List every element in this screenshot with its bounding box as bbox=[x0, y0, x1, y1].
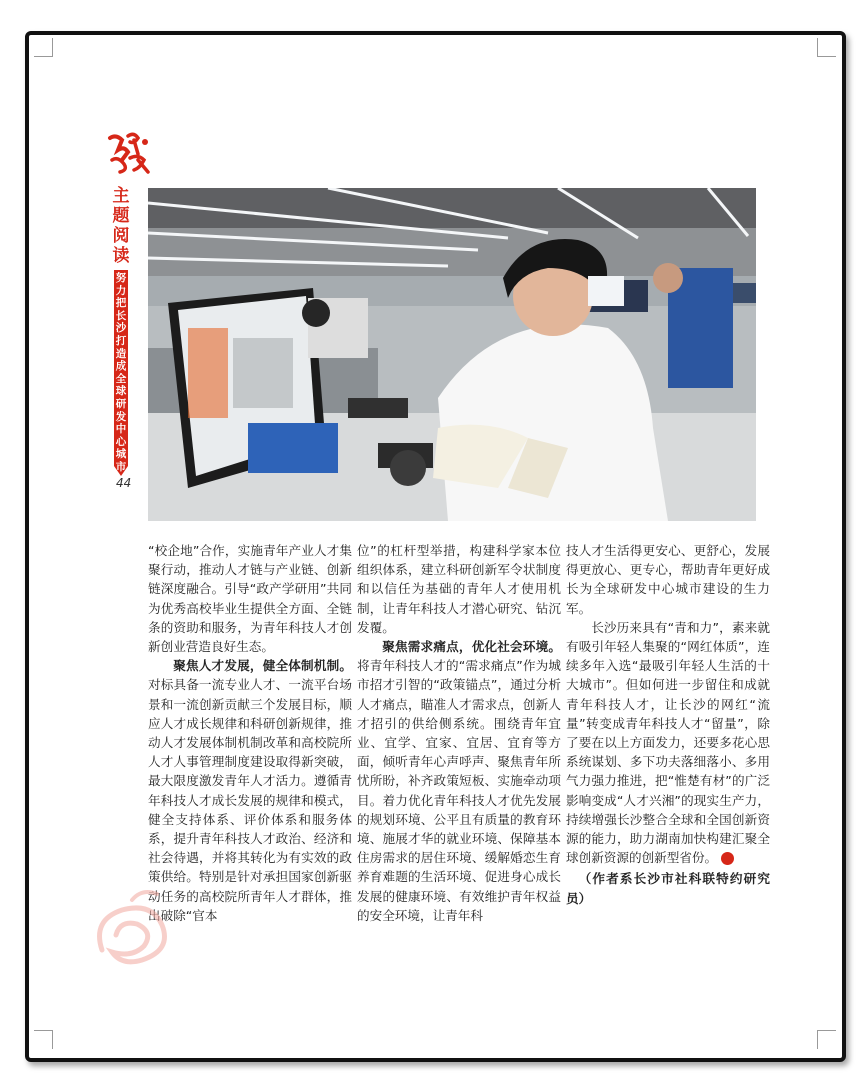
paragraph-body: 长沙历来具有“青和力”，素来就有吸引年轻人集聚的“网红体质”，连续多年入选“最吸引年轻人生活的十大城市”。但如何进一步留住和成就青年科技人才，让长沙的网红“流量”转变成青年科技人才“留量”，除了要在以上方面发力，还要多花心思系统谋划、多下功夫落细落小、多用气力强力推进，把“惟楚有材”的广泛影响变成“人才兴湘”的现实生产力，持续增强长沙整合全球和全国创新资源的能力，助力湖南加快构建汇聚全球创新资源的创新型省份。 bbox=[566, 619, 770, 866]
office-photo bbox=[148, 188, 756, 521]
text-column-2 bbox=[357, 541, 561, 925]
paragraph: “校企地”合作，实施青年产业人才集聚行动，推动人才链与产业链、创新链深度融合。引导“政产学研用”共同为优秀高校毕业生提供全方面、全链条的资助和服务，为青年科技人才创新创业营造良好生态。 bbox=[148, 543, 352, 655]
text-column-1 bbox=[148, 541, 352, 925]
crop-mark bbox=[817, 38, 836, 57]
text-column-3 bbox=[566, 541, 770, 908]
crop-mark bbox=[34, 1030, 53, 1049]
paragraph: 位”的杠杆型举措，构建科学家本位组织体系，建立科研创新军令状制度和以信任为基础的青年人才使用机制，让青年科技人才潜心研究、钻沉发覆。 bbox=[357, 543, 561, 635]
author-note: （作者系长沙市社科联特约研究员） bbox=[566, 871, 770, 906]
page-number: 44 bbox=[116, 476, 132, 490]
brand-logo bbox=[104, 130, 152, 176]
crop-mark bbox=[817, 1030, 836, 1049]
paragraph-heading: 聚焦需求痛点，优化社会环境。 bbox=[382, 639, 561, 655]
decorative-watermark bbox=[82, 880, 182, 980]
paragraph bbox=[566, 618, 770, 868]
end-logo-icon: 红 bbox=[721, 852, 734, 865]
paragraph-body: 将青年科技人才的“需求痛点”作为城市招才引智的“政策锚点”，通过分析人才痛点，瞄准人才需求点，创新人才招引的供给侧系统。围绕青年宜业、宜学、宜家、宜居、宜育等方面，倾听青年心声呼声、聚焦青年所忧所盼，补齐政策短板、实施牵动项目。着力优化青年科技人才优先发展的规划环境、公平且有质量的教育环境、施展才华的就业环境、保障基本住房需求的居住环境、缓解婚恋生育养育难题的生活环境、促进身心成长发展的健康环境、有效维护青年权益的安全环境，让青年科 bbox=[357, 658, 561, 923]
section-subtitle: 努力把长沙打造成全球研发中心城市 bbox=[115, 272, 127, 473]
crop-mark bbox=[34, 38, 53, 57]
paragraph-heading: 聚焦人才发展，健全体制机制。 bbox=[173, 658, 352, 674]
paragraph-body: 对标具备一流专业人才、一流平台场景和一流创新贡献三个发展目标，顺应人才成长规律和科研创新规律，推动人才发展体制机制改革和高校院所人才人事管理制度建设取得新突破，最大限度激发青年人才活力。遵循青年科技人才成长发展的规律和模式，健全支持体系、评价体系和服务体系，提升青年科技人才政治、经济和社会待遇，并将其转化为有实效的政策供给。特别是针对承担国家创新驱动任务的高校院所青年人才群体，推出破除“官本 bbox=[148, 677, 352, 923]
paragraph bbox=[357, 637, 561, 925]
section-title: 主题阅读 bbox=[112, 186, 130, 266]
paragraph: 技人才生活得更安心、更舒心，发展得更放心、更专心，帮助青年更好成长为全球研发中心城市建设的生力军。 bbox=[566, 543, 770, 616]
